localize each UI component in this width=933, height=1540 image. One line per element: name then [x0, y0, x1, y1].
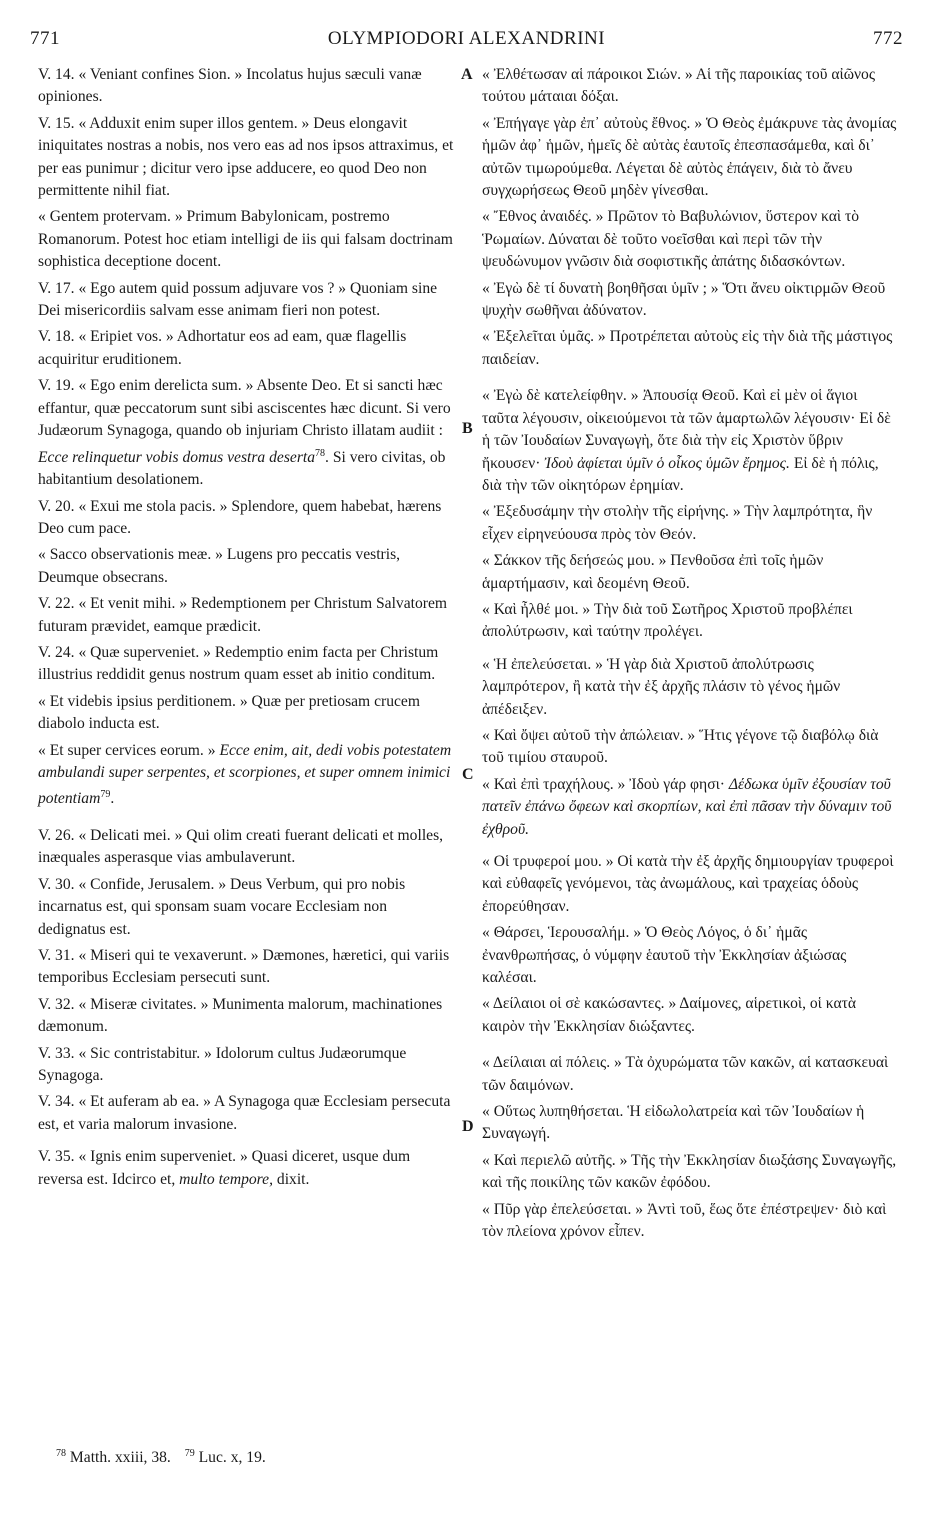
greek-paragraph: « Οἱ τρυφεροί μου. » Οἱ κατὰ τὴν ἐξ ἀρχῆς δημιουργίαν τρυφεροὶ καὶ εὐθαφεῖς γενόμενοι, τὰς ἀνωμάλους, καὶ τραχείας ὁδοὺς ἐπορεύθησαν.: [482, 853, 894, 915]
latin-paragraph: V. 33. « Sic contristabitur. » Idolorum cultus Judæorumque Synagoga.: [38, 1044, 407, 1085]
page-number-left: 771: [30, 28, 60, 49]
footnote-ref: 79: [100, 789, 111, 801]
latin-paragraph: [38, 1146, 458, 1191]
footnote-text: Luc. x, 19.: [198, 1449, 266, 1467]
latin-text: dixit.: [276, 1170, 310, 1188]
greek-text: Εἰ δὲ ἡ πόλις, διὰ τὴν τῶν οἰκητόρων ἐρημίαν.: [482, 454, 879, 494]
latin-text: « Et super cervices eorum. »: [38, 741, 216, 759]
footnotes: [56, 1448, 276, 1467]
margin-marker-d: D: [462, 1118, 474, 1135]
latin-paragraph: V. 30. « Confide, Jerusalem. » Deus Verbum, qui pro nobis incarnatus est, qui sponsam suam vocare Ecclesiam non dedignatus est.: [38, 875, 406, 938]
greek-quote: Ἰδοὺ ἀφίεται ὑμῖν ὁ οἶκος ὑμῶν ἔρημος.: [544, 454, 790, 472]
greek-paragraph: « Καὶ ὄψει αὐτοῦ τὴν ἀπώλειαν. » Ἥτις γέγονε τῷ διαβόλῳ διὰ τοῦ τιμίου σταυροῦ.: [482, 726, 879, 767]
greek-paragraph: « Ἐγὼ δὲ τί δυνατὴ βοηθῆσαι ὑμῖν ; » Ὅτι ἄνευ οἰκτιρμῶν Θεοῦ ψυχὴν σωθῆναι ἀδύνατον.: [482, 279, 886, 320]
greek-paragraph: « Ἐξεδυσάμην τὴν στολὴν τῆς εἰρήνης. » Τὴν λαμπρότητα, ἣν εἶχεν εἰρηνεύουσα πρὸς τὸν Θεόν.: [482, 503, 873, 543]
latin-paragraph: V. 24. « Quæ superveniet. » Redemptio enim facta per Christum illustrius reddidit genus nostrum quam esset ab initio conditum.: [38, 643, 439, 684]
latin-text: V. 35. « Ignis enim superveniet. » Quasi diceret, usque dum reversa est. Idcirco et,: [38, 1148, 411, 1188]
margin-marker-b: B: [462, 420, 473, 437]
margin-marker-c: C: [462, 766, 474, 783]
latin-paragraph: « Et super cervices eorum. » Ecce enim, ait, dedi vobis potestatem ambulandi super serpentes, et scorpiones, et super omnem inimici potentiam$^{79}$.: [38, 741, 452, 808]
footnote-ref: 78: [315, 447, 326, 459]
greek-paragraph: « Ἐλθέτωσαν αἱ πάροικοι Σιών. » Αἱ τῆς παροικίας τοῦ αἰῶνος τούτου μάταιαι δόξαι.: [482, 66, 875, 106]
greek-column: [482, 64, 897, 1248]
greek-paragraph: [482, 774, 897, 841]
footnote-text: Matth. xxiii, 38.: [69, 1449, 171, 1467]
greek-paragraph: « Θάρσει, Ἱερουσαλήμ. » Ὁ Θεὸς Λόγος, ὁ δι᾽ ἡμᾶς ἐνανθρωπήσας, ὁ νύμφην ἑαυτοῦ τὴν Ἐκκλησίαν ἀξιώσας καλέσαι.: [482, 924, 847, 987]
greek-text: « Ἐγὼ δὲ κατελείφθην. » Ἀπουσίᾳ Θεοῦ. Καὶ εἰ μὲν οἱ ἅγιοι ταῦτα λέγουσιν, οἰκειούμενοι τὰ τῶν ἁμαρτωλῶν λέγουσιν· Εἰ δὲ ἡ τῶν Ἰουδαίων Συναγωγὴ, ὅτε διὰ τὴν εἰς Χριστὸν ὕβριν ἤκουσεν·: [482, 387, 891, 472]
latin-paragraph: V. 20. « Exui me stola pacis. » Splendore, quem habebat, hærens Deo cum pace.: [38, 497, 442, 537]
latin-paragraph: « Et videbis ipsius perditionem. » Quæ per pretiosam crucem diabolo inducta est.: [38, 692, 420, 733]
greek-paragraph: « Καὶ ἦλθέ μοι. » Τὴν διὰ τοῦ Σωτῆρος Χριστοῦ προβλέπει ἀπολύτρωσιν, καὶ ταύτην προλέγει.: [482, 600, 853, 641]
greek-paragraph: « Ἐξελεῖται ὑμᾶς. » Προτρέπεται αὐτοὺς εἰς τὴν διὰ τῆς μάστιγος παιδείαν.: [482, 328, 893, 368]
latin-paragraph: V. 14. « Veniant confines Sion. » Incolatus hujus sæculi vanæ opiniones.: [38, 66, 422, 106]
footnote-mark: 79: [184, 1448, 195, 1459]
latin-text: . Si vero civitas, ob habitantium desolationem.: [38, 448, 446, 489]
latin-paragraph: V. 31. « Miseri qui te vexaverunt. » Dæmones, hæretici, qui variis temporibus Ecclesiam persecuti sunt.: [38, 947, 450, 987]
latin-paragraph: V. 26. « Delicati mei. » Qui olim creati fuerant delicati et molles, inæquales asperasque vias ambulaverunt.: [38, 826, 444, 867]
latin-quote: Ecce enim, ait, dedi vobis potestatem ambulandi super serpentes, et scorpiones, et super omnem inimici potentiam: [38, 741, 452, 808]
latin-column: [38, 64, 458, 1195]
greek-paragraph: « Δείλαιαι αἱ πόλεις. » Τὰ ὀχυρώματα τῶν κακῶν, αἱ κατασκευαὶ τῶν δαιμόνων.: [482, 1054, 889, 1094]
latin-quote: multo tempore,: [179, 1170, 273, 1188]
latin-paragraph: V. 15. « Adduxit enim super illos gentem. » Deus elongavit iniquitates nostras a nobis, nos vero eas ad nos ipsos attraximus, et per eas punimur ; dicitur vero ipse adducere, eo quod Deo non permittente nihil fiat.: [38, 114, 454, 200]
running-title: OLYMPIODORI ALEXANDRINI: [327, 28, 606, 49]
latin-paragraph: V. 32. « Miseræ civitates. » Munimenta malorum, machinationes dæmonum.: [38, 995, 443, 1036]
greek-paragraph: « Ἐπήγαγε γὰρ ἐπ᾽ αὐτοὺς ἔθνος. » Ὁ Θεὸς ἐμάκρυνε τὰς ἀνομίας ἡμῶν ἀφ᾽ ἡμῶν, ἡμεῖς δὲ αὐτὰς ἑαυτοῖς ἐπεσπασάμεθα, καὶ δι᾽ αὐτῶν τιμωρούμεθα. Λέγεται δὲ αὐτὸς ἐπάγειν, διὰ τὸ ἄνευ συγχωρήσεως Θεοῦ μηδὲν γίνεσθαι.: [482, 114, 897, 200]
greek-paragraph: « Οὕτως λυπηθήσεται. Ἡ εἰδωλολατρεία καὶ τῶν Ἰουδαίων ἡ Συναγωγή.: [482, 1103, 865, 1143]
latin-paragraph: V. 17. « Ego autem quid possum adjuvare vos ? » Quoniam sine Dei misericordiis salvam esse animam fieri non potest.: [38, 279, 438, 320]
greek-paragraph: « Δείλαιοι οἱ σὲ κακώσαντες. » Δαίμονες, αἱρετικοὶ, οἱ κατὰ καιρὸν τὴν Ἐκκλησίαν διώξαντες.: [482, 995, 857, 1035]
greek-text: « Καὶ ἐπὶ τραχήλους. » Ἰδοὺ γάρ φησι·: [482, 775, 725, 793]
greek-paragraph: « Ἡ ἐπελεύσεται. » Ἡ γὰρ διὰ Χριστοῦ ἀπολύτρωσις λαμπρότερον, ἢ κατὰ τὴν ἐξ ἀρχῆς πλάσιν τὸ γένος ἡμῶν ἀπέδειξεν.: [482, 655, 841, 718]
latin-text: V. 19. « Ego enim derelicta sum. » Absente Deo. Et si sancti hæc effantur, quæ peccatorum sunt sibi asciscentes hæc dicunt. Si vero Judæorum Synagoga, quando ob injuriam Christo illatam audiit :: [38, 377, 451, 440]
footnote-mark: 78: [56, 1448, 66, 1459]
latin-paragraph: V. 18. « Eripiet vos. » Adhortatur eos ad eam, quæ flagellis acquiritur eruditionem.: [38, 328, 407, 368]
greek-paragraph: « Πῦρ γὰρ ἐπελεύσεται. » Ἀντὶ τοῦ, ἕως ὅτε ἐπέστρεψεν· διὸ καὶ τὸν πλείονα χρόνον εἶπεν.: [482, 1200, 887, 1241]
latin-paragraph: V. 34. « Et auferam ab ea. » A Synagoga quæ Ecclesiam persecuta est, et varia malorum invasione.: [38, 1093, 451, 1133]
greek-paragraph: « Καὶ περιελῶ αὐτῆς. » Τῆς τὴν Ἐκκλησίαν διωξάσης Συναγωγῆς, καὶ τῆς ποικίλης τῶν κακῶν ἐφόδου.: [482, 1151, 897, 1192]
latin-paragraph: « Gentem protervam. » Primum Babylonicam, postremo Romanorum. Potest hoc etiam intelligi de iis qui falsam doctrinam sophistica deceptione docent.: [38, 208, 453, 271]
greek-paragraph: [482, 385, 897, 497]
latin-quote: Ecce relinquetur vobis domus vestra deserta: [38, 448, 316, 466]
page-number-right: 772: [873, 28, 903, 49]
page-header: [30, 28, 903, 62]
greek-paragraph: « Σάκκον τῆς δεήσεώς μου. » Πενθοῦσα ἐπὶ τοῖς ἡμῶν ἁμαρτήμασιν, καὶ δεομένη Θεοῦ.: [482, 552, 824, 592]
greek-paragraph: « Ἔθνος ἀναιδές. » Πρῶτον τὸ Βαβυλώνιον, ὕστερον καὶ τὸ Ῥωμαίων. Δύναται δὲ τοῦτο νοεῖσθαι καὶ περὶ τῶν τὴν ψευδώνυμον γνῶσιν διὰ σοφιστικῆς ἀπάτης διδασκόντων.: [482, 208, 860, 271]
latin-paragraph: V. 22. « Et venit mihi. » Redemptionem per Christum Salvatorem futuram prævidet, eamque prædicit.: [38, 595, 448, 635]
margin-marker-a: A: [461, 66, 473, 83]
greek-quote: Δέδωκα ὑμῖν ἐξουσίαν τοῦ πατεῖν ἐπάνω ὄφεων καὶ σκορπίων, καὶ ἐπὶ πᾶσαν τὴν δύναμιν τοῦ ἐχθροῦ.: [482, 775, 892, 838]
latin-paragraph: « Sacco observationis meæ. » Lugens pro peccatis vestris, Deumque obsecrans.: [38, 546, 401, 586]
latin-paragraph: [38, 375, 458, 491]
